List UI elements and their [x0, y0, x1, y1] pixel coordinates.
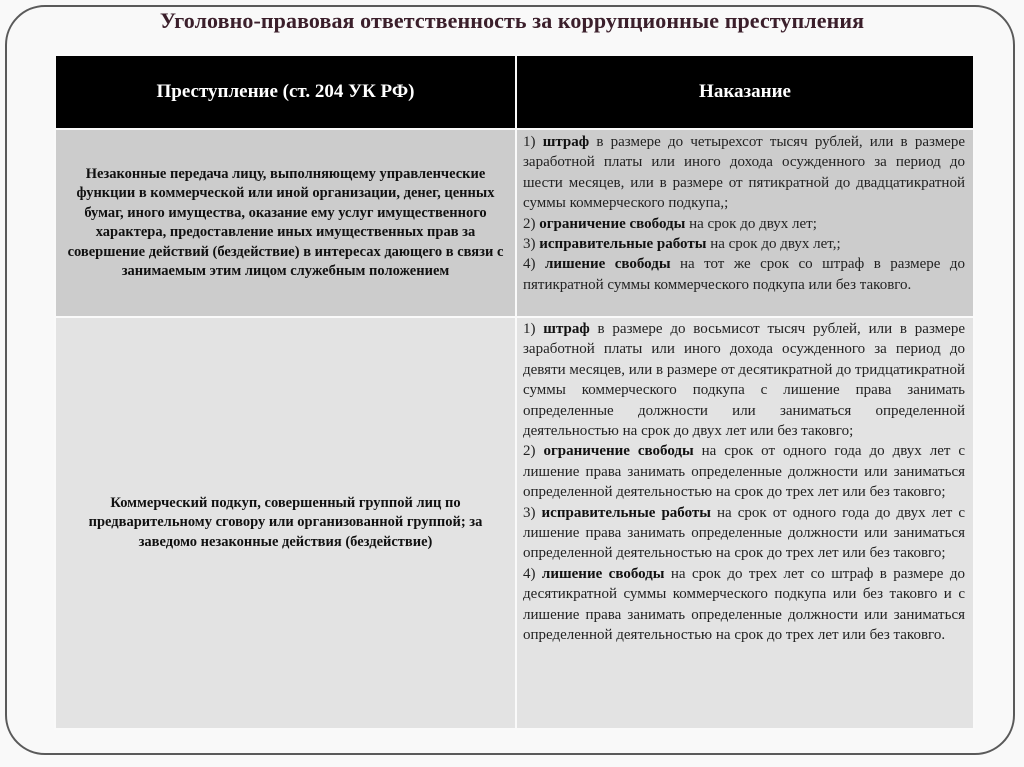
penalty-item: 4) лишение свободы на срок до трех лет со штраф в размере до десятикратной суммы коммерческого подкупа или без таковго и с лишение права занимать определенные должности или заниматься определенной деятельностью на срок до трех лет или без таковго. [523, 565, 965, 644]
penalty-list [517, 319, 973, 646]
penalty-cell [517, 318, 973, 728]
crime-cell [56, 130, 515, 316]
header-crime: Преступление (ст. 204 УК РФ) [56, 56, 515, 128]
penalty-list [517, 132, 973, 295]
penalty-table [54, 54, 975, 730]
penalty-cell [517, 130, 973, 316]
penalty-item: 1) штраф в размере до восьмисот тысяч рублей, или в размере заработной платы или иного дохода осужденного за период до девяти месяцев, или в размере от десятикратной до тридцатикратной суммы коммерческого подкупа с лишение права занимать определенные должности или заниматься определенной деятельностью на срок до двух лет или без таковго; [523, 321, 965, 440]
table-row [56, 318, 973, 728]
penalty-item: 4) лишение свободы на тот же срок со штраф в размере до пятикратной суммы коммерческого подкупа или без таковго. [523, 256, 965, 293]
header-penalty: Наказание [517, 56, 973, 128]
table-header-row [56, 56, 973, 128]
penalty-item: 3) исправительные работы на срок от одного года до двух лет с лишение права занимать определенные должности или заниматься определенной деятельностью на срок до трех лет или без таковго; [523, 504, 965, 562]
penalty-item: 2) ограничение свободы на срок от одного года до двух лет с лишение права занимать определенные должности или заниматься определенной деятельностью на срок до трех лет или без таковго; [523, 443, 966, 501]
penalty-item: 3) исправительные работы на срок до двух лет,; [523, 236, 841, 253]
crime-description: Коммерческий подкуп, совершенный группой лиц по предварительному сговору или организованной группой; за заведомо незаконные действия (бездействие) [88, 494, 483, 550]
crime-cell [56, 318, 515, 728]
penalty-item: 1) штраф в размере до четырехсот тысяч рублей, или в размере заработной платы или иного дохода осужденного за период до шести месяцев, или в размере от пятикратной до двадцатикратной суммы коммерческого подкупа,; [523, 134, 966, 212]
crime-description: Незаконные передача лицу, выполняющему управленческие функции в коммерческой или иной организации, денег, ценных бумаг, иного имущества, оказание ему услуг имущественного характера, предоставление иных имущественных прав за совершение действий (бездействие) в интересах дающего в связи с занимаемым этим лицом служебным положением [67, 165, 504, 279]
slide-title: Уголовно-правовая ответственность за коррупционные преступления [159, 8, 865, 33]
table-row [56, 130, 973, 316]
penalty-item: 2) ограничение свободы на срок до двух лет; [523, 215, 817, 232]
